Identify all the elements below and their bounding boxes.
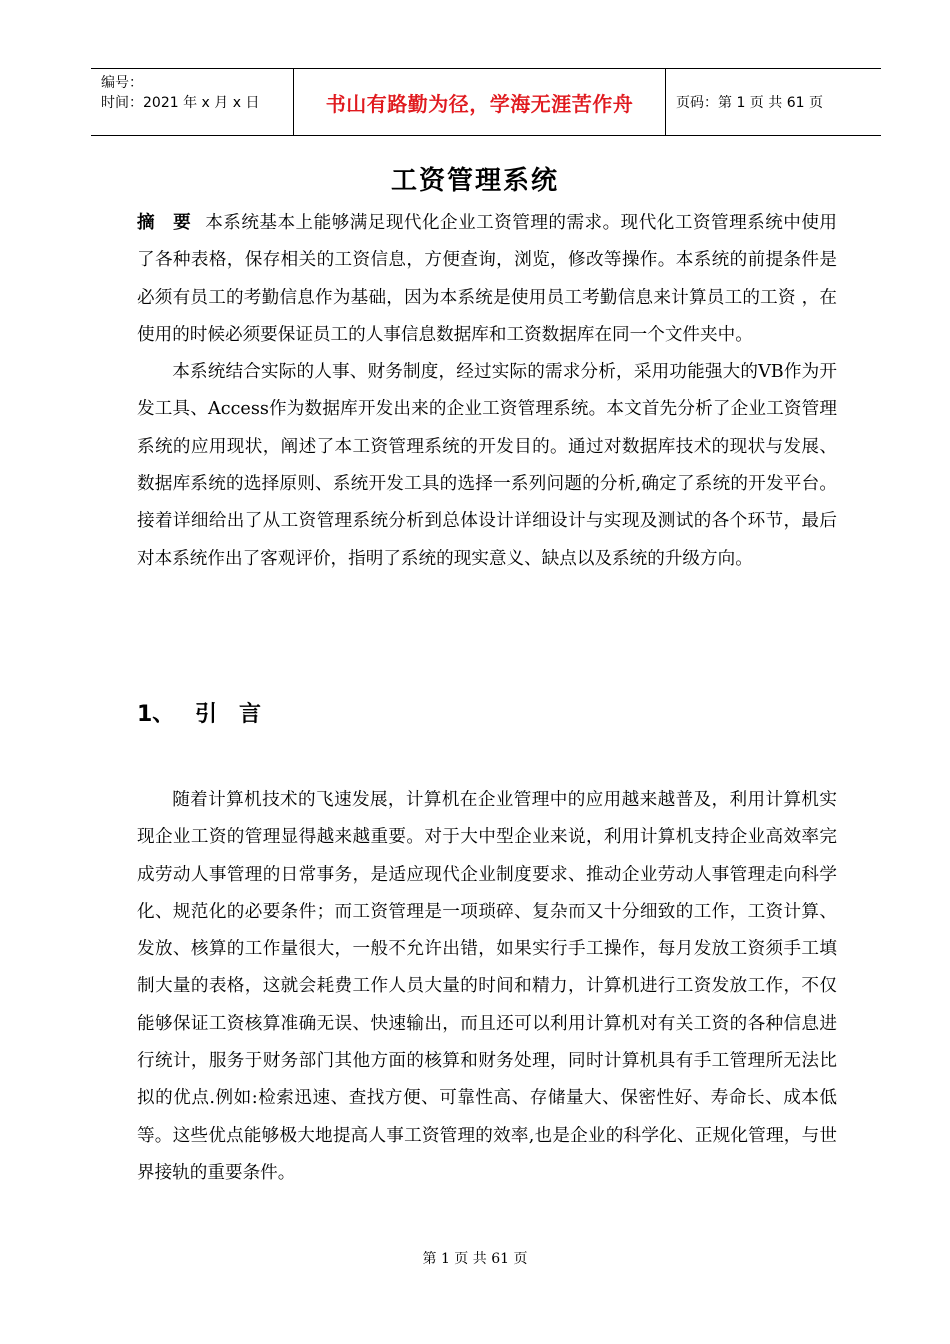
time-label: 时间：2021 年 x 月 x 日 (101, 95, 260, 111)
abstract-text-1: 本系统基本上能够满足现代化企业工资管理的需求。现代化工资管理系统中使用了各种表格，保存相关的工资信息，方便查询，浏览，修改等操作。本系统的前提条件是必须有员工的考勤信息作为基础，因为本系统是使用员工考勤信息来计算员工的工资 ，在使用的时候必须要保证员工的人事信息数据库和工资数据库在同一个文件夹中。 (137, 213, 837, 345)
page-label: 页码：第 1 页 共 61 页 (676, 95, 823, 111)
intro-section (137, 782, 837, 1192)
page-footer: 第 1 页 共 61 页 (422, 1251, 528, 1267)
section-number: 1、 (137, 702, 175, 727)
section-heading (137, 697, 261, 728)
section-title: 引 言 (195, 702, 262, 727)
document-title: 工资管理系统 (390, 166, 559, 196)
abstract-section (137, 205, 837, 578)
motto-text: 书山有路勤为径，学海无涯苦作舟 (325, 91, 634, 116)
header-motto-cell (293, 69, 666, 135)
header-page-cell (666, 69, 881, 135)
abstract-paragraph-2: 本系统结合实际的人事、财务制度，经过实际的需求分析，采用功能强大的VB作为开发工具、Access作为数据库开发出来的企业工资管理系统。本文首先分析了企业工资管理系统的应用现状，阐述了本工资管理系统的开发目的。通过对数据库技术的现状与发展、数据库系统的选择原则、系统开发工具的选择一系列问题的分析,确定了系统的开发平台。接着详细给出了从工资管理系统分析到总体设计详细设计与实现及测试的各个环节，最后对本系统作出了客观评价，指明了系统的现实意义、缺点以及系统的升级方向。 (137, 362, 837, 569)
intro-paragraph: 随着计算机技术的飞速发展，计算机在企业管理中的应用越来越普及，利用计算机实现企业工资的管理显得越来越重要。对于大中型企业来说，利用计算机支持企业高效率完成劳动人事管理的日常事务，是适应现代企业制度要求、推动企业劳动人事管理走向科学化、规范化的必要条件；而工资管理是一项琐碎、复杂而又十分细致的工作，工资计算、发放、核算的工作量很大，一般不允许出错，如果实行手工操作，每月发放工资须手工填制大量的表格，这就会耗费工作人员大量的时间和精力，计算机进行工资发放工作，不仅能够保证工资核算准确无误、快速输出，而且还可以利用计算机对有关工资的各种信息进行统计，服务于财务部门其他方面的核算和财务处理，同时计算机具有手工管理所无法比拟的优点.例如:检索迅速、查找方便、可靠性高、存储量大、保密性好、寿命长、成本低等。这些优点能够极大地提高人事工资管理的效率,也是企业的科学化、正规化管理，与世界接轨的重要条件。 (137, 790, 837, 1183)
header-table (91, 68, 881, 136)
header-meta-cell (91, 69, 293, 135)
abstract-label: 摘 要 (137, 213, 192, 233)
abstract-paragraph-1 (137, 205, 837, 354)
number-label: 编号： (101, 75, 143, 91)
